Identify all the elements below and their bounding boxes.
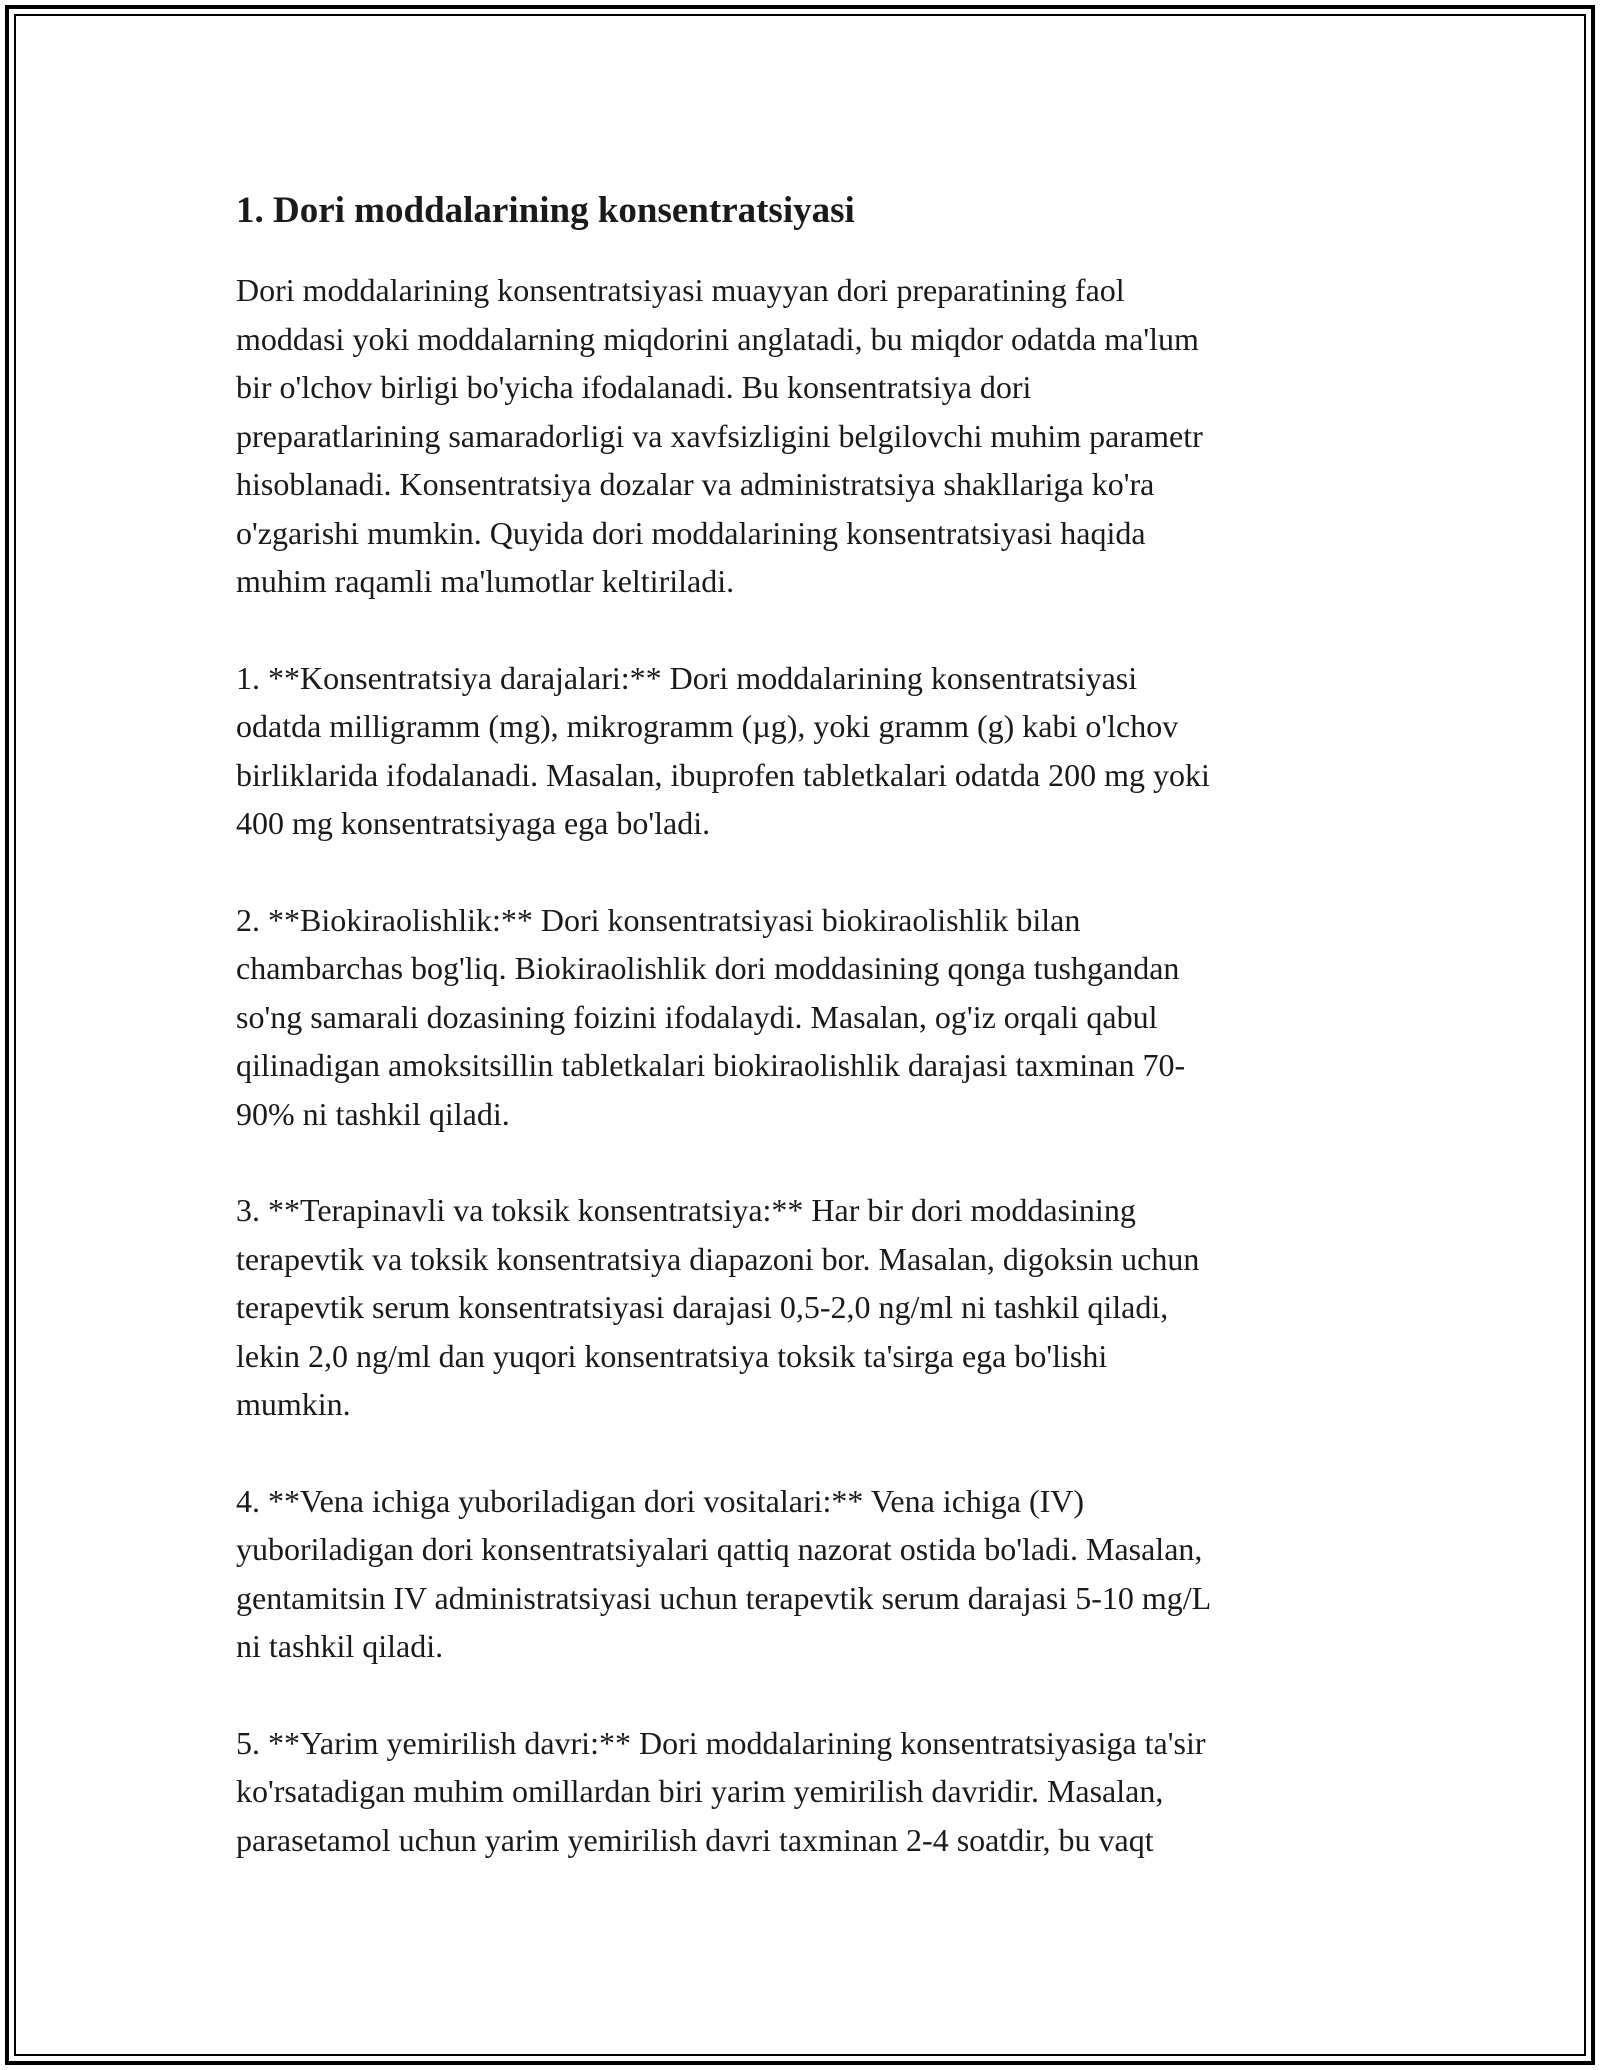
document-title: 1. Dori moddalarining konsentratsiyasi: [236, 190, 855, 231]
document-body: [236, 186, 1366, 1912]
list-item-bioavailability: 2. **Biokiraolishlik:** Dori konsentratsiyasi biokiraolishlik bilan chambarchas bog'liq. Biokiraolishlik dori moddasining qonga tushgandan so'ng samarali dozasining foizini ifodalaydi. Masalan, og'iz orqali qabul qilinadigan amoksitsillin tabletkalari biokiraolishlik darajasi taxminan 70- 90% ni tashkil qiladi.: [236, 901, 1186, 1132]
list-item-therapeutic-toxic: 3. **Terapinavli va toksik konsentratsiya:** Har bir dori moddasining terapevtik va toksik konsentratsiya diapazoni bor. Masalan, digoksin uchun terapevtik serum konsentratsiyasi darajasi 0,5-2,0 ng/ml ni tashkil qiladi, lekin 2,0 ng/ml dan yuqori konsentratsiya toksik ta'sirga ega bo'lishi mumkin.: [236, 1192, 1200, 1422]
list-item-concentration-levels: 1. **Konsentratsiya darajalari:** Dori moddalarining konsentratsiyasi odatda milligramm (mg), mikrogramm (µg), yoki gramm (g) kabi o'lchov birliklarida ifodalanadi. Masalan, ibuprofen tabletkalari odatda 200 mg yoki 400 mg konsentratsiyaga ega bo'ladi.: [236, 659, 1210, 841]
list-item-half-life: 5. **Yarim yemirilish davri:** Dori moddalarining konsentratsiyasiga ta'sir ko'rsatadigan muhim omillardan biri yarim yemirilish davridir. Masalan, parasetamol uchun yarim yemirilish davri taxminan 2-4 soatdir, bu vaqt: [236, 1724, 1206, 1858]
list-item-iv-drugs: 4. **Vena ichiga yuboriladigan dori vositalari:** Vena ichiga (IV) yuboriladigan dori konsentratsiyalari qattiq nazorat ostida bo'ladi. Masalan, gentamitsin IV administratsiyasi uchun terapevtik serum darajasi 5-10 mg/L ni tashkil qiladi.: [236, 1482, 1212, 1664]
intro-paragraph: Dori moddalarining konsentratsiyasi muayyan dori preparatining faol moddasi yoki moddalarning miqdorini anglatadi, bu miqdor odatda ma'lum bir o'lchov birligi bo'yicha ifodalanadi. Bu konsentratsiya dori preparatlarining samaradorligi va xavfsizligini belgilovchi muhim parametr hisoblanadi. Konsentratsiya dozalar va administratsiya shakllariga ko'ra o'zgarishi mumkin. Quyida dori moddalarining konsentratsiyasi haqida muhim raqamli ma'lumotlar keltiriladi.: [236, 272, 1203, 599]
